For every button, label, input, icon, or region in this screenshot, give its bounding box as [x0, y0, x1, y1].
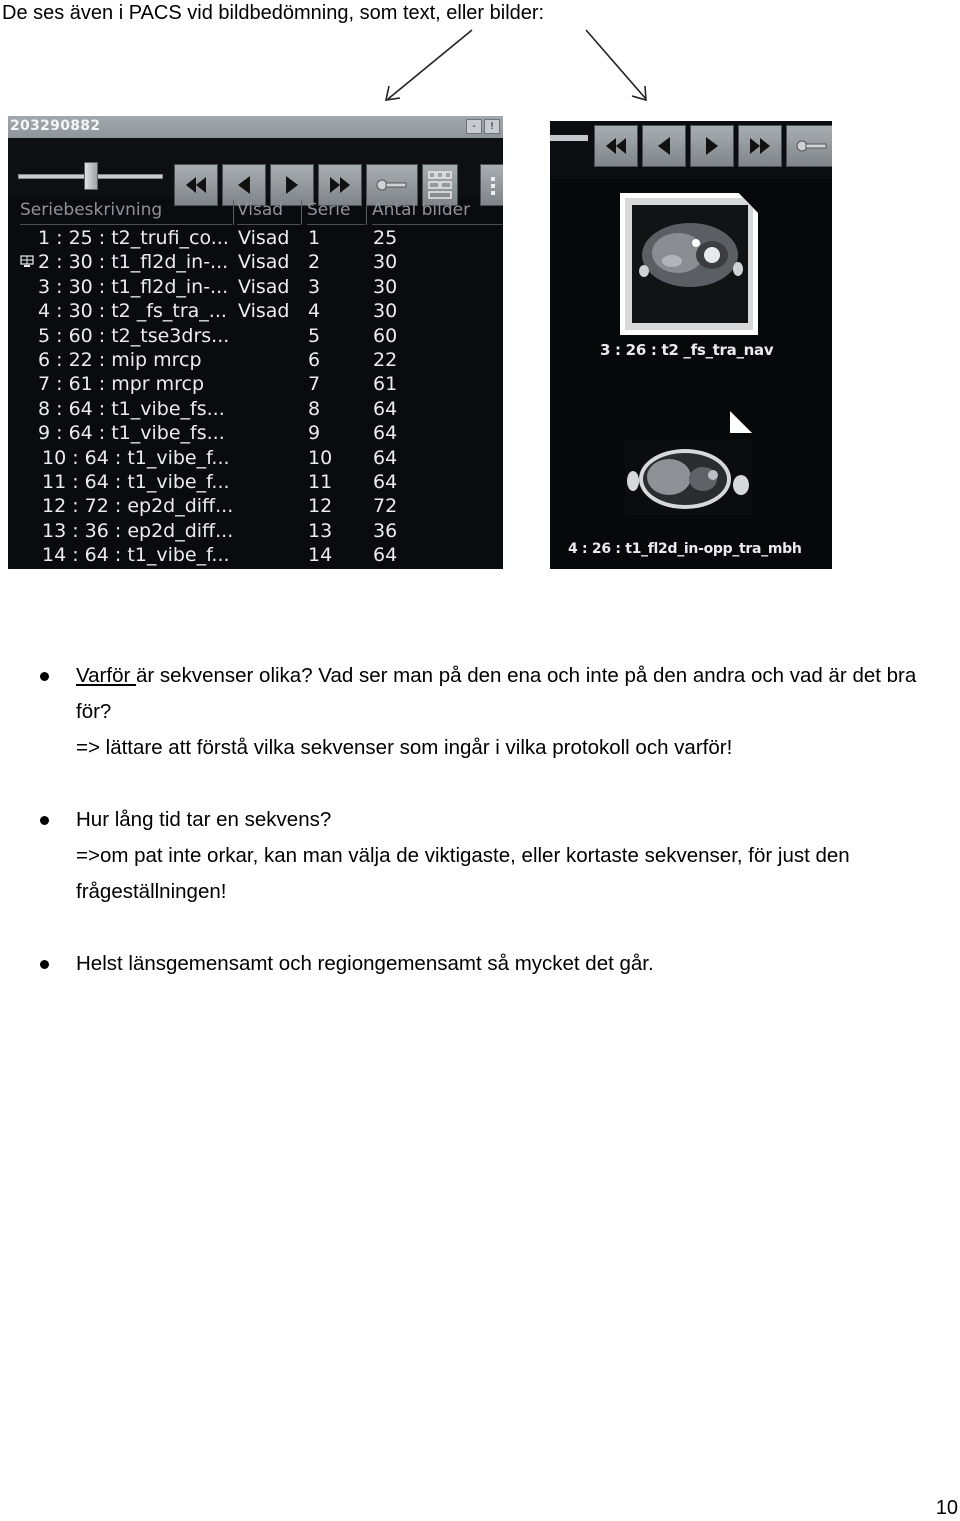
table-row[interactable]: [8, 543, 503, 567]
series-image-count: 25: [373, 227, 398, 249]
series-description: 7 : 61 : mpr mrcp: [38, 373, 205, 396]
column-header-serie[interactable]: Serie: [307, 200, 365, 225]
column-separator: [233, 200, 234, 225]
series-description: 14 : 64 : t1_vibe_f...: [42, 544, 230, 567]
table-row[interactable]: [8, 519, 503, 543]
fast-forward-icon: [748, 136, 772, 156]
rewind-icon: [604, 136, 628, 156]
table-row[interactable]: [8, 348, 503, 372]
thumbnail-corner: [730, 411, 752, 433]
series-description: 8 : 64 : t1_vibe_fs...: [38, 397, 225, 420]
navigation-toolbar: [550, 121, 832, 179]
series-description: 9 : 64 : t1_vibe_fs...: [38, 422, 225, 445]
table-row[interactable]: [8, 372, 503, 396]
patient-id: 203290882: [10, 118, 101, 134]
list-item: [36, 802, 956, 910]
series-description: 10 : 64 : t1_vibe_f...: [42, 446, 230, 469]
table-row[interactable]: [8, 494, 503, 518]
series-description: 5 : 60 : t2_tse3drs...: [38, 324, 230, 347]
column-header-description[interactable]: Seriebeskrivning: [20, 200, 232, 225]
play-right-icon: [704, 135, 720, 157]
previous-button[interactable]: [642, 125, 686, 167]
alert-button[interactable]: !: [484, 119, 500, 134]
first-button[interactable]: [594, 125, 638, 167]
series-number: 9: [308, 422, 321, 445]
series-number: 3: [308, 275, 321, 298]
pointer-arrows: [0, 0, 960, 110]
series-number: 5: [308, 324, 321, 347]
column-separator: [366, 200, 367, 225]
bullet-icon: [40, 672, 49, 681]
grid-layout-icon: [427, 170, 453, 200]
mri-image-axial-abdomen: [632, 205, 748, 323]
rewind-icon: [184, 175, 208, 195]
series-number: 7: [308, 373, 321, 396]
page-number: 10: [935, 1497, 958, 1519]
series-image-count: 30: [373, 300, 398, 323]
series-number: 4: [308, 300, 321, 323]
series-description: 4 : 30 : t2 _fs_tra_...: [38, 300, 227, 323]
series-image-count: 30: [373, 275, 398, 298]
series-description: 13 : 36 : ep2d_diff...: [42, 519, 234, 542]
play-left-icon: [656, 135, 672, 157]
fast-forward-icon: [328, 175, 352, 195]
thumbnail-label: 4 : 26 : t1_fl2d_in-opp_tra_mbh: [568, 541, 802, 557]
question-text: är sekvenser olika? Vad ser man på den ena och inte på den andra och vad är det bra för?: [76, 664, 917, 723]
underlined-word: Varför: [76, 664, 136, 687]
series-slider-track[interactable]: [550, 135, 588, 141]
table-row[interactable]: [8, 226, 503, 250]
table-row[interactable]: [8, 470, 503, 494]
bullet-icon: [40, 816, 49, 825]
series-visad: Visad: [238, 251, 290, 274]
bullet-list: [36, 658, 956, 1018]
more-icon: [488, 173, 498, 197]
table-row[interactable]: [8, 275, 503, 299]
table-row[interactable]: [8, 250, 503, 274]
series-description: 1 : 25 : t2_trufi_co...: [38, 227, 229, 249]
next-button[interactable]: [690, 125, 734, 167]
series-image-count: 22: [373, 348, 398, 371]
series-number: 8: [308, 397, 321, 420]
question-text: Hur lång tid tar en sekvens?: [76, 808, 332, 831]
series-image-count: 60: [373, 324, 398, 347]
series-description: 6 : 22 : mip mrcp: [38, 348, 202, 371]
play-left-icon: [236, 174, 252, 196]
column-separator: [301, 200, 302, 225]
series-image-count: 64: [373, 470, 398, 493]
title-bar: [8, 116, 503, 138]
list-item: [36, 658, 956, 766]
series-image-count: 61: [373, 373, 398, 396]
mri-scan-icon: [625, 439, 753, 515]
series-image-count: 72: [373, 495, 398, 518]
key-button[interactable]: [786, 125, 832, 167]
bullet-icon: [40, 960, 49, 969]
pacs-thumbnail-panel: [550, 121, 832, 569]
series-number: 6: [308, 348, 321, 371]
series-number: 2: [308, 251, 321, 274]
series-number: 11: [308, 470, 333, 493]
monitor-icon: [20, 255, 34, 267]
table-row[interactable]: [8, 397, 503, 421]
play-right-icon: [284, 174, 300, 196]
answer-text: =>om pat inte orkar, kan man välja de viktigaste, eller kortaste sekvenser, för just den frågeställningen!: [76, 844, 850, 903]
navigation-toolbar: [8, 138, 503, 198]
series-number: 14: [308, 544, 333, 567]
series-visad: Visad: [238, 227, 290, 249]
series-description: 12 : 72 : ep2d_diff...: [42, 495, 234, 518]
series-description: 3 : 30 : t1_fl2d_in-...: [38, 275, 229, 298]
minimize-button[interactable]: -: [466, 119, 482, 134]
table-row[interactable]: [8, 446, 503, 470]
pacs-series-list-panel: [8, 116, 503, 569]
statement-text: Helst länsgemensamt och regiongemensamt så mycket det går.: [76, 952, 654, 975]
series-image-count: 64: [373, 422, 398, 445]
arrow-right-icon: [586, 30, 646, 99]
answer-text: => lättare att förstå vilka sekvenser som ingår i vilka protokoll och varför!: [76, 736, 733, 759]
table-row[interactable]: [8, 299, 503, 323]
series-description: 11 : 64 : t1_vibe_f...: [42, 470, 230, 493]
mri-scan-icon: [632, 205, 748, 323]
series-image-count: 30: [373, 251, 398, 274]
series-thumbnail-selected[interactable]: [620, 193, 758, 335]
series-visad: Visad: [238, 275, 290, 298]
series-image-count: 64: [373, 544, 398, 567]
table-row[interactable]: [8, 421, 503, 445]
last-button[interactable]: [738, 125, 782, 167]
series-image-count: 64: [373, 446, 398, 469]
series-number: 1: [308, 227, 321, 249]
series-visad: Visad: [238, 300, 290, 323]
table-row[interactable]: [8, 324, 503, 348]
series-number: 13: [308, 519, 333, 542]
series-slider-thumb[interactable]: [84, 162, 98, 190]
series-image-count: 64: [373, 397, 398, 420]
series-image-count: 36: [373, 519, 398, 542]
list-item: [36, 946, 956, 982]
key-icon: [375, 177, 409, 193]
column-header-antal-bilder[interactable]: Antal bilder: [372, 200, 503, 225]
series-number: 12: [308, 495, 333, 518]
column-header-visad[interactable]: Visad: [237, 200, 300, 225]
series-thumbnail[interactable]: [625, 439, 753, 515]
intro-text: De ses även i PACS vid bildbedömning, som text, eller bilder:: [2, 2, 545, 24]
series-number: 10: [308, 446, 333, 469]
thumbnail-label: 3 : 26 : t2 _fs_tra_nav: [600, 341, 774, 359]
series-table: [8, 226, 503, 567]
key-icon: [795, 138, 829, 154]
series-description: 2 : 30 : t1_fl2d_in-...: [38, 251, 229, 274]
arrow-left-icon: [388, 30, 472, 99]
